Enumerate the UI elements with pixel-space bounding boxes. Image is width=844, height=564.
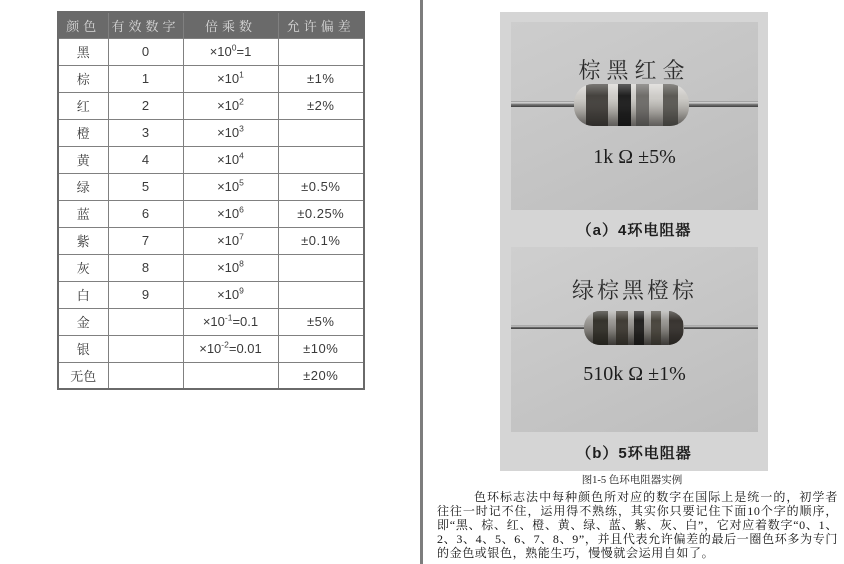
color-cell: 灰 xyxy=(58,254,108,281)
multiplier-cell: $\times 10^7$ xyxy=(183,227,278,254)
digit-cell: 3 xyxy=(108,119,183,146)
header-digit: 有效数字 xyxy=(108,12,183,38)
table-row xyxy=(58,119,364,146)
tolerance-cell xyxy=(278,254,364,281)
digit-cell: 0 xyxy=(108,38,183,65)
digit-cell xyxy=(108,335,183,362)
multiplier-cell: $\times 10^4$ xyxy=(183,146,278,173)
color-cell: 黑 xyxy=(58,38,108,65)
color-cell: 绿 xyxy=(58,173,108,200)
band-color-label-a: 棕黑红金 xyxy=(578,58,691,83)
color-cell: 黄 xyxy=(58,146,108,173)
resistor-photo-b xyxy=(511,247,758,432)
digit-cell: 9 xyxy=(108,281,183,308)
resistance-value-b: 510k Ω ±1% xyxy=(583,363,686,385)
table-row xyxy=(58,335,364,362)
color-cell: 银 xyxy=(58,335,108,362)
table-row xyxy=(58,362,364,389)
multiplier-cell: $\times 10^1$ xyxy=(183,65,278,92)
table-row xyxy=(58,254,364,281)
multiplier-cell: $\times 10^8$ xyxy=(183,254,278,281)
header-tolerance: 允许偏差 xyxy=(278,12,364,38)
body-paragraph: 色环标志法中每种颜色所对应的数字在国际上是统一的，初学者往往一时记不住，运用得不熟练，其实你只要记住下面10个字的顺序，即“黑、棕、红、橙、黄、绿、蓝、紫、灰、白”，它对应着数字“0、1、2、3、4、5、6、7、8、9”，并且代表允许偏差的最后一圈色环多为专门的金色或银色，熟能生巧，慢慢就会运用自如了。 xyxy=(437,490,838,560)
table-row xyxy=(58,65,364,92)
table-row xyxy=(58,227,364,254)
table-header-row xyxy=(58,12,364,38)
multiplier-cell: $\times 10^{-2}=0.01$ xyxy=(183,335,278,362)
tolerance-cell: ±20% xyxy=(278,362,364,389)
digit-cell xyxy=(108,362,183,389)
digit-cell xyxy=(108,308,183,335)
multiplier-cell: $\times 10^2$ xyxy=(183,92,278,119)
table-row xyxy=(58,92,364,119)
header-multiplier: 倍乘数 xyxy=(183,12,278,38)
color-cell: 金 xyxy=(58,308,108,335)
table-row xyxy=(58,200,364,227)
color-cell: 橙 xyxy=(58,119,108,146)
multiplier-cell xyxy=(183,362,278,389)
table-row xyxy=(58,173,364,200)
table-row xyxy=(58,38,364,65)
color-code-table-body xyxy=(58,38,364,389)
tolerance-cell: ±1% xyxy=(278,65,364,92)
tolerance-cell: ±0.25% xyxy=(278,200,364,227)
resistor-a-graphic xyxy=(511,22,758,210)
digit-cell: 8 xyxy=(108,254,183,281)
photo-caption-a: （a）4环电阻器 xyxy=(576,222,692,239)
tolerance-cell xyxy=(278,281,364,308)
digit-cell: 6 xyxy=(108,200,183,227)
multiplier-cell: $\times 10^9$ xyxy=(183,281,278,308)
multiplier-cell: $\times 10^5$ xyxy=(183,173,278,200)
multiplier-cell: $\times 10^6$ xyxy=(183,200,278,227)
tolerance-cell: ±2% xyxy=(278,92,364,119)
color-cell: 蓝 xyxy=(58,200,108,227)
tolerance-cell xyxy=(278,146,364,173)
table-row xyxy=(58,281,364,308)
tolerance-cell xyxy=(278,38,364,65)
table-row xyxy=(58,146,364,173)
tolerance-cell: ±10% xyxy=(278,335,364,362)
resistance-value-a: 1k Ω ±5% xyxy=(593,146,676,168)
color-code-table xyxy=(57,11,365,390)
color-cell: 红 xyxy=(58,92,108,119)
tolerance-cell: ±0.5% xyxy=(278,173,364,200)
tolerance-cell: ±5% xyxy=(278,308,364,335)
multiplier-cell: $\times 10^3$ xyxy=(183,119,278,146)
tolerance-cell xyxy=(278,119,364,146)
digit-cell: 2 xyxy=(108,92,183,119)
color-cell: 棕 xyxy=(58,65,108,92)
digit-cell: 5 xyxy=(108,173,183,200)
multiplier-cell: $\times 10^0=1$ xyxy=(183,38,278,65)
photo-caption-b: （b）5环电阻器 xyxy=(576,445,692,462)
figure-panel xyxy=(500,12,768,471)
multiplier-cell: $\times 10^{-1}=0.1$ xyxy=(183,308,278,335)
band-color-label-b: 绿棕黑橙棕 xyxy=(571,278,697,303)
color-cell: 紫 xyxy=(58,227,108,254)
tolerance-cell: ±0.1% xyxy=(278,227,364,254)
digit-cell: 7 xyxy=(108,227,183,254)
table-row xyxy=(58,308,364,335)
header-color: 颜色 xyxy=(58,12,108,38)
digit-cell: 4 xyxy=(108,146,183,173)
resistor-photo-a xyxy=(511,22,758,210)
color-cell: 无色 xyxy=(58,362,108,389)
digit-cell: 1 xyxy=(108,65,183,92)
color-cell: 白 xyxy=(58,281,108,308)
figure-caption: 图1-5 色环电阻器实例 xyxy=(581,475,683,486)
